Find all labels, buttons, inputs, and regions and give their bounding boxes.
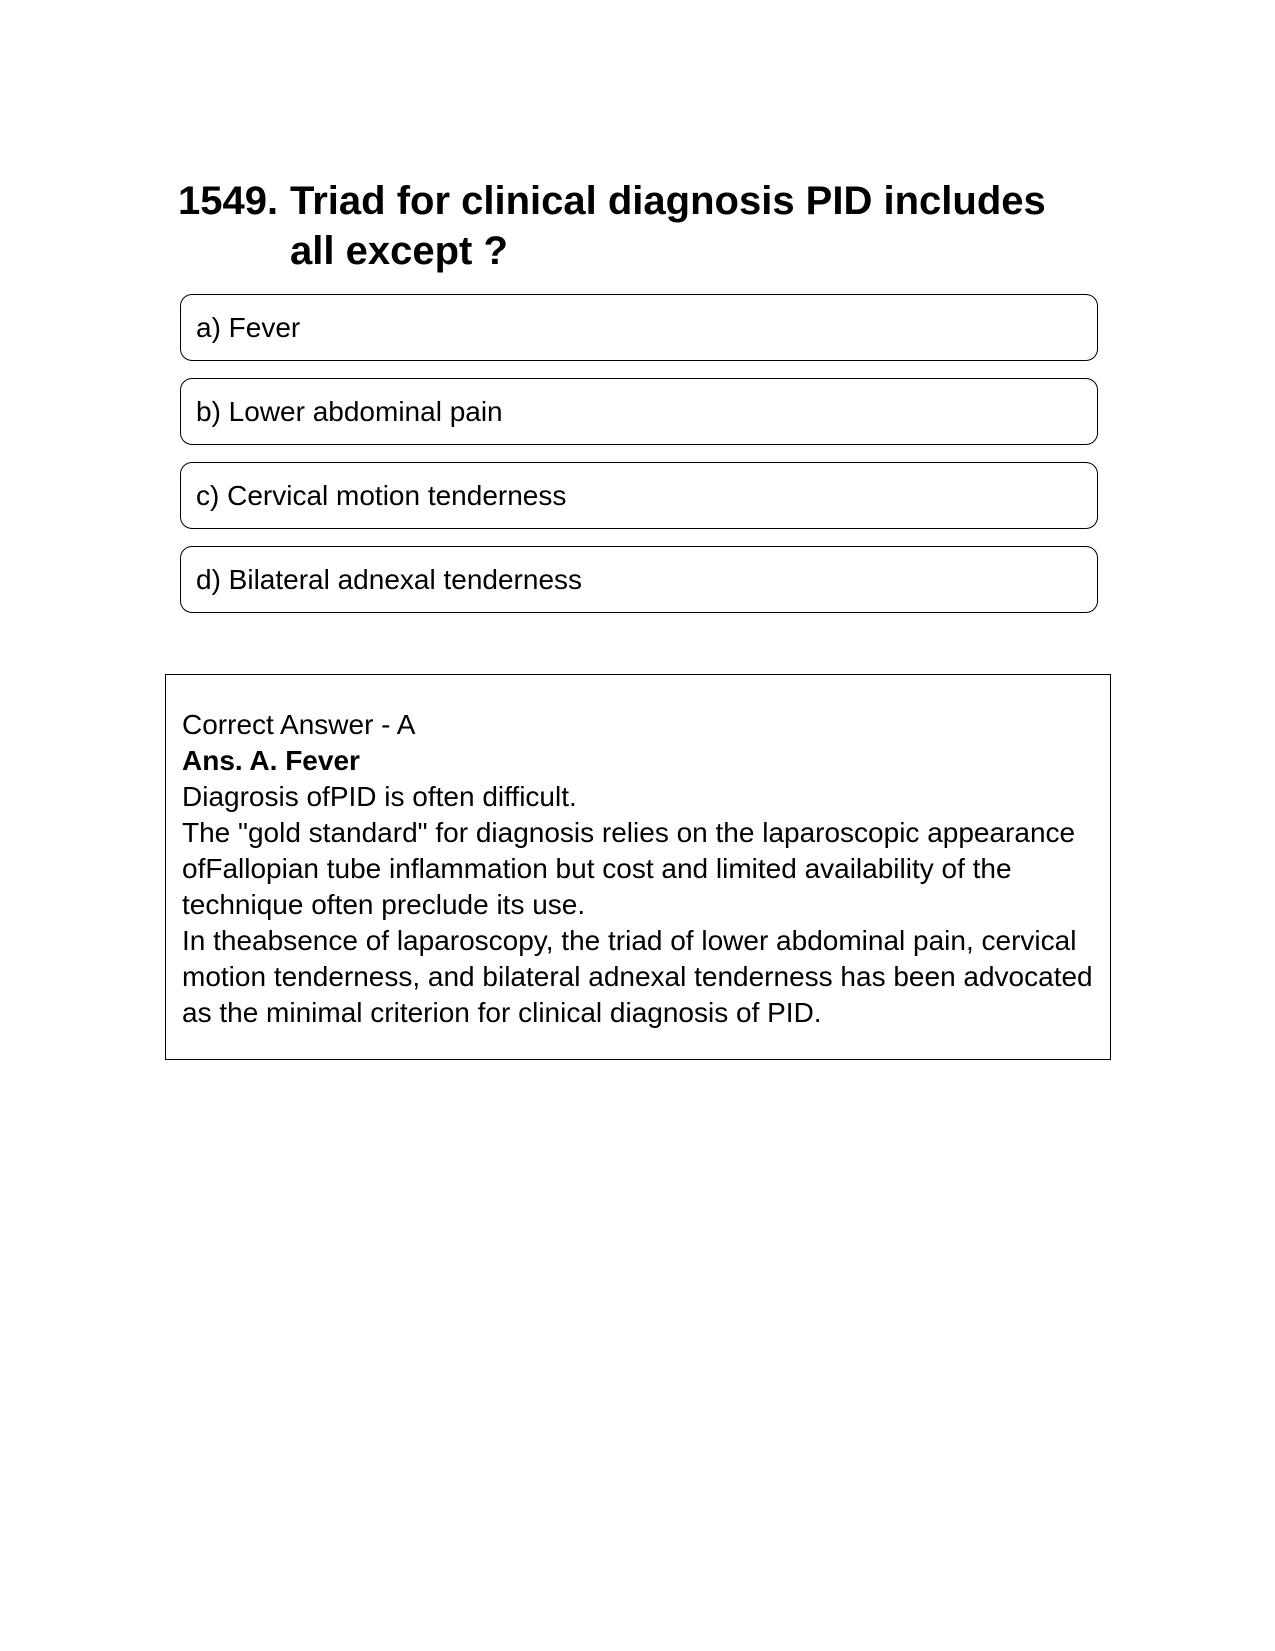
option-d[interactable]: d) Bilateral adnexal tenderness — [180, 546, 1098, 613]
explanation-line: In theabsence of laparoscopy, the triad of lower abdominal pain, cervical motion tenderness, and bilateral adnexal tenderness has been advocated as the minimal criterion for clinical diagnosis of PID. — [182, 925, 1093, 1028]
question-number: 1549. — [178, 179, 279, 223]
option-a[interactable]: a) Fever — [180, 294, 1098, 361]
explanation-line: The "gold standard" for diagnosis relies on the laparoscopic appearance ofFallopian tube inflammation but cost and limited availability of the technique often preclude its use. — [182, 817, 1076, 920]
answer-explanation-box — [165, 674, 1111, 1060]
option-c[interactable]: c) Cervical motion tenderness — [180, 462, 1098, 529]
option-b[interactable]: b) Lower abdominal pain — [180, 378, 1098, 445]
options-list — [180, 294, 1098, 630]
question-heading — [178, 176, 1098, 276]
explanation-line: Diagrosis ofPID is often difficult. — [182, 781, 577, 812]
answer-heading: Ans. A. Fever — [182, 745, 360, 776]
question-text: Triad for clinical diagnosis PID includes all except ? — [290, 179, 1046, 273]
correct-answer-label: Correct Answer - A — [182, 709, 416, 740]
